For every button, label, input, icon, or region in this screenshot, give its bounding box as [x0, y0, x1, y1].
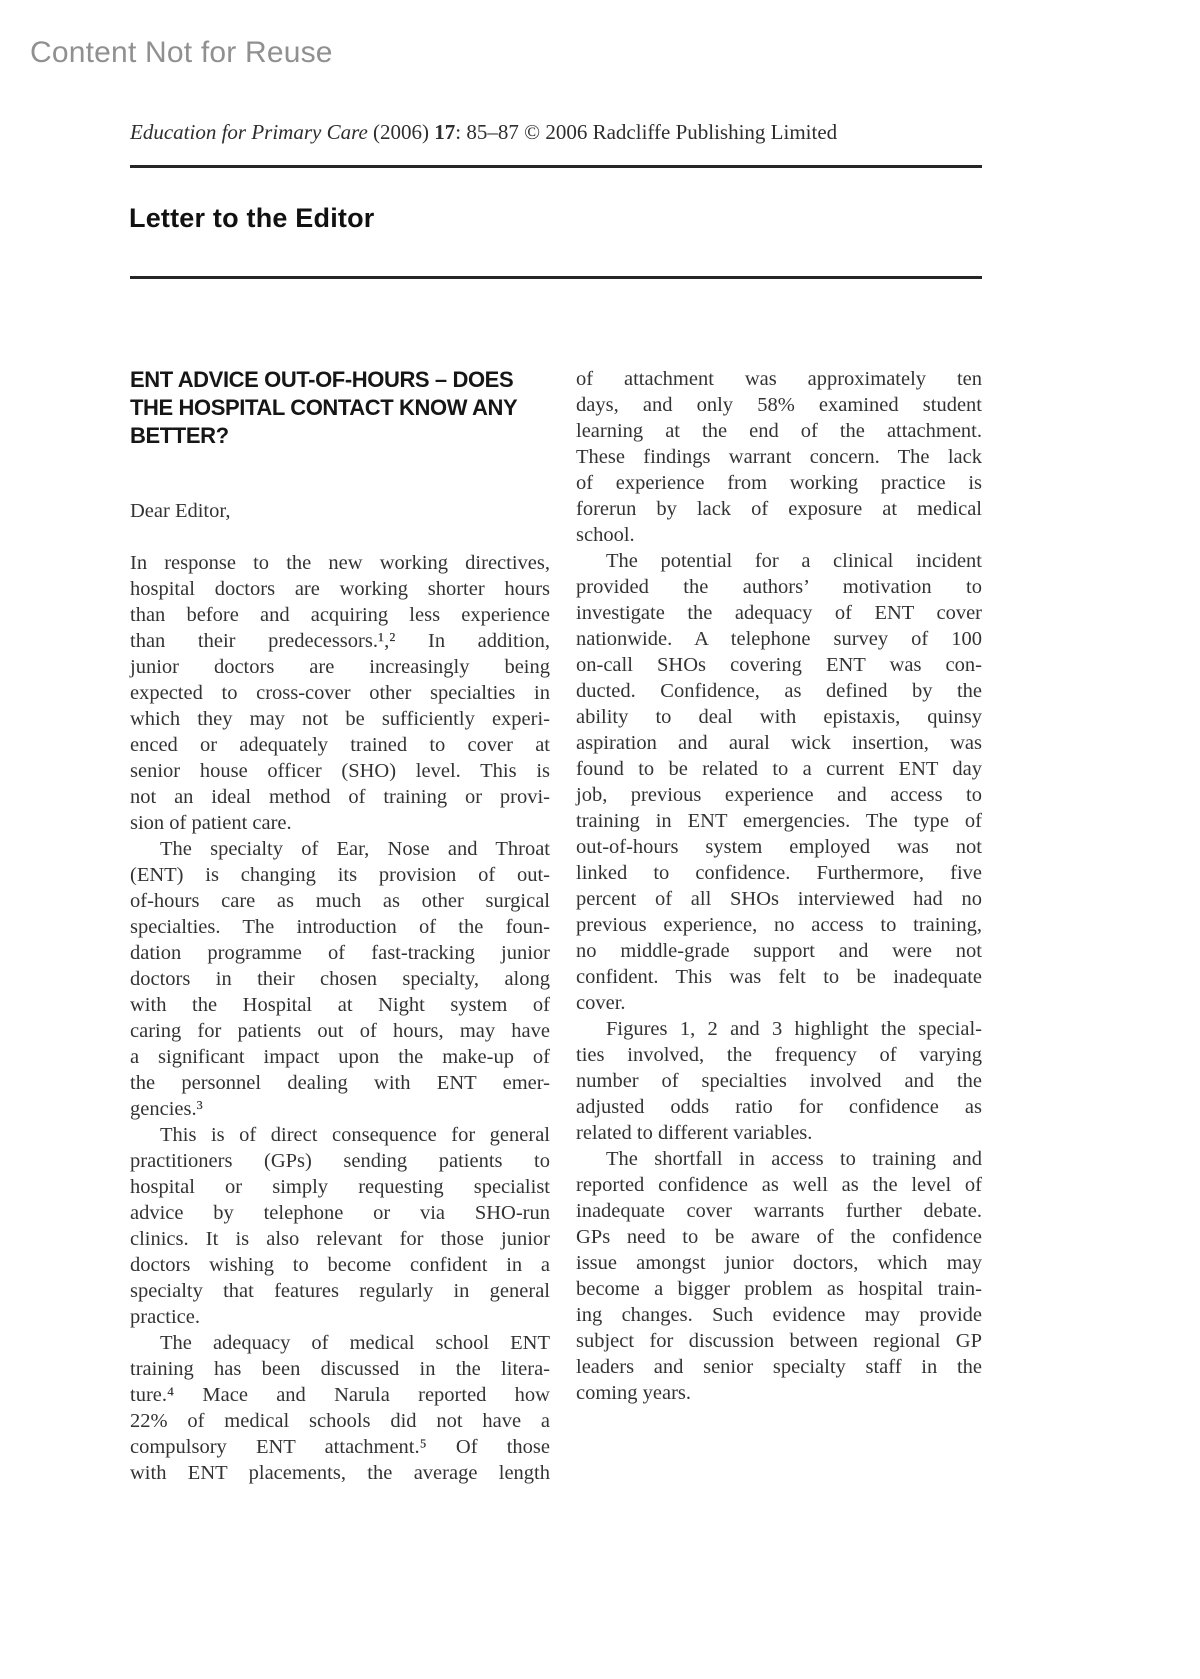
article-heading-line: THE HOSPITAL CONTACT KNOW ANY	[130, 395, 518, 420]
body-line: school.	[576, 524, 635, 546]
body-line: not an ideal method of training or provi-	[130, 786, 550, 808]
body-line: specialty that features regularly in general	[130, 1280, 550, 1302]
body-line: The specialty of Ear, Nose and Throat	[160, 838, 550, 860]
body-line: ture.⁴ Mace and Narula reported how	[130, 1384, 550, 1406]
body-line: senior house officer (SHO) level. This is	[130, 760, 550, 782]
paragraph	[130, 550, 550, 836]
body-line: The shortfall in access to training and	[606, 1148, 982, 1170]
body-line: related to different variables.	[576, 1122, 813, 1144]
body-line: learning at the end of the attachment.	[576, 420, 982, 442]
body-line: The potential for a clinical incident	[606, 550, 982, 572]
body-line: a significant impact upon the make-up of	[130, 1046, 550, 1068]
body-line: 22% of medical schools did not have a	[130, 1410, 550, 1432]
body-line: ducted. Confidence, as defined by the	[576, 680, 982, 702]
article-heading-line: ENT ADVICE OUT-OF-HOURS – DOES	[130, 367, 514, 392]
body-line: The adequacy of medical school ENT	[160, 1332, 550, 1354]
paragraph	[130, 1330, 550, 1486]
paragraph	[576, 548, 982, 1016]
body-line: of-hours care as much as other surgical	[130, 890, 550, 912]
section-title: Letter to the Editor	[129, 203, 375, 233]
body-line: found to be related to a current ENT day	[576, 758, 982, 780]
body-line: enced or adequately trained to cover at	[130, 734, 550, 756]
body-line: nationwide. A telephone survey of 100	[576, 628, 982, 650]
body-line: advice by telephone or via SHO-run	[130, 1202, 550, 1224]
body-line: In response to the new working directives,	[130, 552, 550, 574]
paragraph	[576, 1146, 982, 1406]
citation-year: (2006)	[367, 120, 435, 144]
article-heading-line: BETTER?	[130, 423, 229, 448]
body-line: junior doctors are increasingly being	[130, 656, 550, 678]
body-line: cover.	[576, 992, 626, 1014]
top-horizontal-rule	[130, 165, 982, 168]
body-line: practitioners (GPs) sending patients to	[130, 1150, 550, 1172]
body-line: gencies.³	[130, 1098, 203, 1120]
content-not-for-reuse-watermark: Content Not for Reuse	[30, 36, 333, 69]
body-line: practice.	[130, 1306, 200, 1328]
body-line: investigate the adequacy of ENT cover	[576, 602, 982, 624]
body-line: become a bigger problem as hospital train-	[576, 1278, 982, 1300]
body-line: hospital doctors are working shorter hours	[130, 578, 550, 600]
body-line: subject for discussion between regional GP	[576, 1330, 982, 1352]
body-line: confident. This was felt to be inadequate	[576, 966, 982, 988]
body-line: Figures 1, 2 and 3 highlight the special-	[606, 1018, 982, 1040]
body-line: with the Hospital at Night system of	[130, 994, 550, 1016]
body-line: of attachment was approximately ten	[576, 368, 982, 390]
body-line: doctors in their chosen specialty, along	[130, 968, 550, 990]
body-line: number of specialties involved and the	[576, 1070, 982, 1092]
body-line: inadequate cover warrants further debate.	[576, 1200, 982, 1222]
body-line: than before and acquiring less experience	[130, 604, 550, 626]
body-line: These findings warrant concern. The lack	[576, 446, 982, 468]
body-line: caring for patients out of hours, may have	[130, 1020, 550, 1042]
body-line: This is of direct consequence for general	[160, 1124, 550, 1146]
body-line: expected to cross-cover other specialties in	[130, 682, 550, 704]
body-line: job, previous experience and access to	[576, 784, 982, 806]
body-line: reported confidence as well as the level of	[576, 1174, 982, 1196]
right-column	[576, 366, 982, 1486]
body-line: no middle-grade support and were not	[576, 940, 982, 962]
body-line: ties involved, the frequency of varying	[576, 1044, 982, 1066]
body-line: compulsory ENT attachment.⁵ Of those	[130, 1436, 550, 1458]
body-line: GPs need to be aware of the confidence	[576, 1226, 982, 1248]
body-line: leaders and senior specialty staff in the	[576, 1356, 982, 1378]
journal-title: Education for Primary Care	[130, 120, 368, 144]
body-line: the personnel dealing with ENT emer-	[130, 1072, 550, 1094]
paragraph	[130, 1122, 550, 1330]
body-line: previous experience, no access to training,	[576, 914, 982, 936]
body-line: doctors wishing to become confident in a	[130, 1254, 550, 1276]
body-line: coming years.	[576, 1382, 691, 1404]
body-line: training in ENT emergencies. The type of	[576, 810, 982, 832]
left-column-paragraphs	[130, 550, 550, 1486]
body-line: adjusted odds ratio for confidence as	[576, 1096, 982, 1118]
body-line: than their predecessors.¹,² In addition,	[130, 630, 550, 652]
body-line: specialties. The introduction of the foun-	[130, 916, 550, 938]
body-line: of experience from working practice is	[576, 472, 982, 494]
body-line: forerun by lack of exposure at medical	[576, 498, 982, 520]
body-line: on-call SHOs covering ENT was con-	[576, 654, 982, 676]
journal-citation	[130, 120, 982, 144]
body-line: issue amongst junior doctors, which may	[576, 1252, 982, 1274]
body-line: clinics. It is also relevant for those junior	[130, 1228, 550, 1250]
bottom-horizontal-rule	[130, 276, 982, 279]
article-body	[130, 366, 982, 1486]
body-line: training has been discussed in the litera-	[130, 1358, 550, 1380]
body-line: aspiration and aural wick insertion, was	[576, 732, 982, 754]
salutation: Dear Editor,	[130, 500, 231, 522]
left-column	[130, 366, 550, 1486]
body-line: linked to confidence. Furthermore, five	[576, 862, 982, 884]
body-line: (ENT) is changing its provision of out-	[130, 864, 550, 886]
body-line: percent of all SHOs interviewed had no	[576, 888, 982, 910]
body-line: ability to deal with epistaxis, quinsy	[576, 706, 982, 728]
body-line: days, and only 58% examined student	[576, 394, 982, 416]
body-line: hospital or simply requesting specialist	[130, 1176, 550, 1198]
body-line: dation programme of fast-tracking junior	[130, 942, 550, 964]
paragraph	[576, 366, 982, 548]
paragraph	[130, 836, 550, 1122]
paragraph	[576, 1016, 982, 1146]
citation-volume: 17	[434, 120, 456, 144]
article-heading	[130, 366, 550, 450]
body-line: provided the authors’ motivation to	[576, 576, 982, 598]
body-line: which they may not be sufficiently experi-	[130, 708, 550, 730]
body-line: with ENT placements, the average length	[130, 1462, 550, 1484]
body-line: out-of-hours system employed was not	[576, 836, 982, 858]
citation-tail: : 85–87 © 2006 Radcliffe Publishing Limited	[455, 120, 838, 144]
body-line: ing changes. Such evidence may provide	[576, 1304, 982, 1326]
body-line: sion of patient care.	[130, 812, 292, 834]
